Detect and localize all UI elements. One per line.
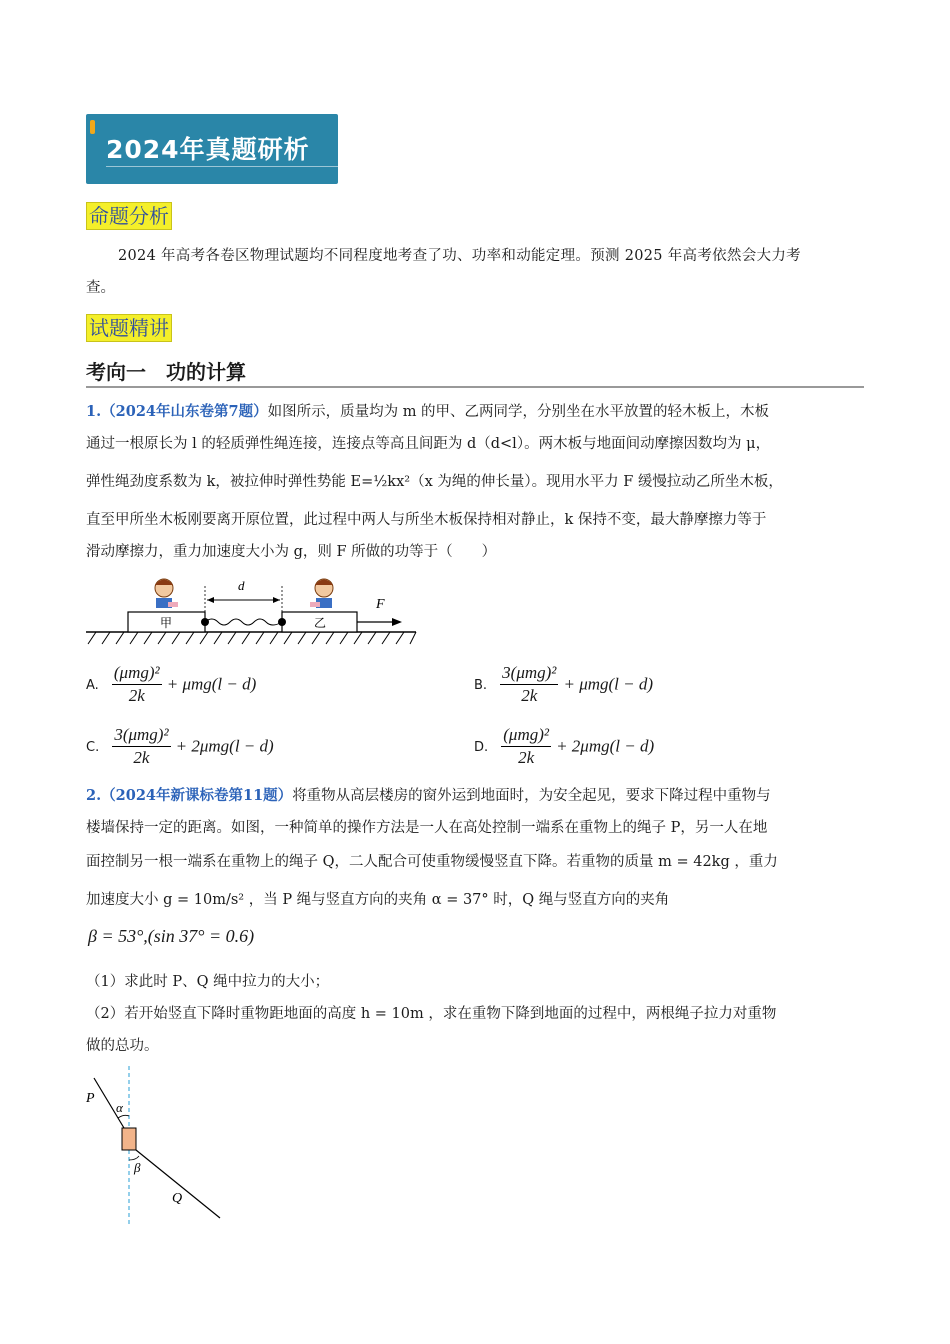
banner-tab-decoration [90,120,95,134]
topic-heading: 考向一 功的计算 [86,360,246,384]
elastic-rope [205,619,282,625]
section-banner [86,114,338,184]
analysis-text-line2: 查。 [86,280,115,296]
label-P: P [86,1091,95,1106]
option-c[interactable]: C. $\frac{\text{3(μmg)²}}{2k}$ + 2μmg(l − d) [86,725,274,767]
label-beta: β [134,1160,141,1175]
label-yi: 乙 [314,616,327,630]
q2-line1: 2.（2024年新课标卷第11题）将重物从高层楼房的窗外运到地面时，为安全起见，要求下降过程中重物与 [86,787,771,804]
q2-sub2-line2: 做的总功。 [86,1038,159,1054]
q1-line5: 滑动摩擦力，重力加速度大小为 g，则 F 所做的功等于（ ） [86,544,497,560]
person-jia [155,579,178,608]
q1-line1: 1.（2024年山东卷第7题）如图所示，质量均为 m 的甲、乙两同学，分别坐在水平放置的轻木板上，木板 [86,403,770,420]
q2-sub1: （1）求此时 P、Q 绳中拉力的大小； [86,974,330,990]
option-d[interactable]: D. $\frac{\text{(μmg)²}}{2k}$ + 2μmg(l − d) [474,725,655,767]
label-F: F [376,597,385,612]
q1-figure [86,572,426,648]
weight-block [122,1128,136,1150]
label-alpha: α [116,1100,123,1115]
rope-Q [136,1150,220,1218]
q2-line3: 面控制另一根一端系在重物上的绳子 Q，二人配合可使重物缓慢竖直下降。若重物的质量 m = 42kg ，重力 [86,854,778,870]
label-Q: Q [172,1191,183,1206]
q2-line4: 加速度大小 g = 10m/s² ，当 P 绳与竖直方向的夹角 α = 37° 时，Q 绳与竖直方向的夹角 [86,892,670,908]
label-explanation: 试题精讲 [86,312,172,341]
banner-underline [106,166,402,167]
person-yi [310,579,333,608]
q1-line2: 通过一根原长为 l 的轻质弹性绳连接，连接点等高且间距为 d（d<l）。两木板与地面间动摩擦因数均为 μ， [86,436,771,452]
q2-sub2-line1: （2）若开始竖直下降时重物距地面的高度 h = 10m ，求在重物下降到地面的过程中，两根绳子拉力对重物 [86,1006,777,1022]
heading-rule [86,386,864,388]
q1-line3: 弹性绳劲度系数为 k，被拉伸时弹性势能 E=½kx²（x 为绳的伸长量）。现用水平力 F 缓慢拉动乙所坐木板， [86,474,783,490]
q2-line5: β = 53°,(sin 37° = 0.6) [88,926,255,946]
option-a[interactable]: A. $\frac{\text{(μmg)²}}{2k}$ + μmg(l − d) [86,663,257,705]
q2-line2: 楼墙保持一定的距离。如图，一种简单的操作方法是一人在高处控制一端系在重物上的绳子 P，另一人在地 [86,820,768,836]
label-jia: 甲 [160,616,173,630]
analysis-text-line1: 2024 年高考各卷区物理试题均不同程度地考查了功、功率和动能定理。预测 2025 年高考依然会大力考 [118,248,801,264]
banner-title: 2024年真题研析 [106,135,310,164]
label-d: d [238,578,245,593]
q1-line4: 直至甲所坐木板刚要离开原位置，此过程中两人与所坐木板保持相对静止，k 保持不变，最大静摩擦力等于 [86,512,767,528]
q2-figure [84,1066,234,1230]
option-b[interactable]: B. $\frac{\text{3(μmg)²}}{2k}$ + μmg(l − d) [474,663,654,705]
label-analysis: 命题分析 [86,200,172,229]
